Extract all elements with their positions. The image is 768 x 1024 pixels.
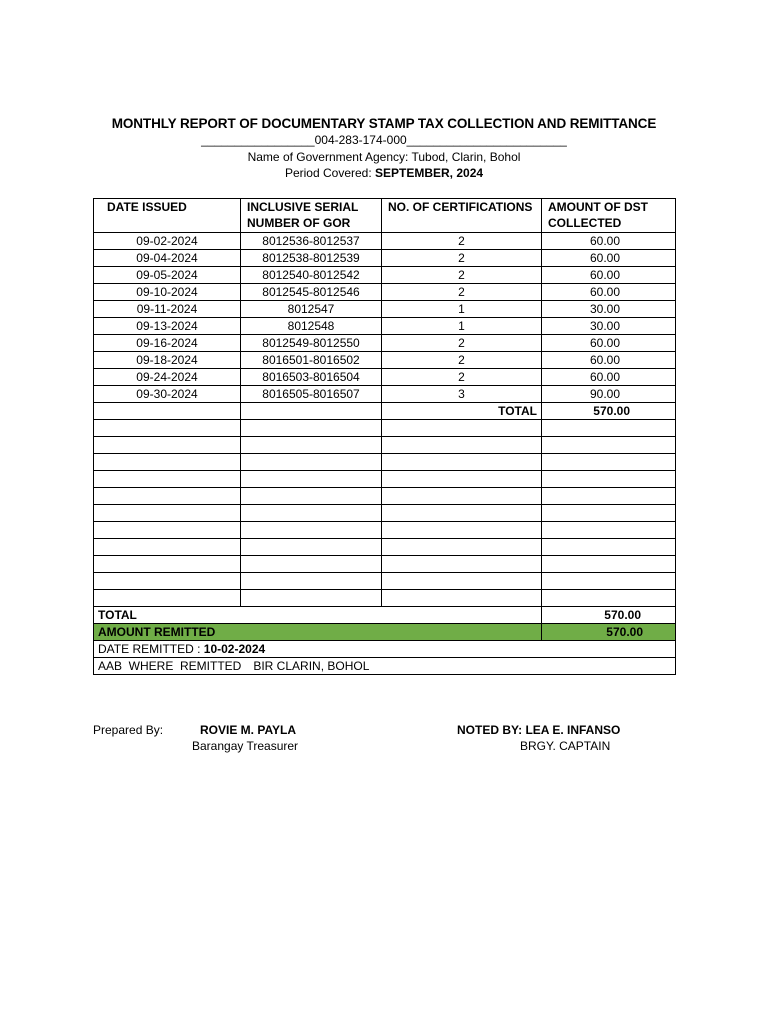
table-row [94, 352, 676, 369]
cell-serial: 8016503-8016504 [241, 369, 382, 386]
period-label: Period Covered: [284, 166, 375, 180]
cell-certs: 1 [382, 318, 542, 335]
agency-line: Name of Government Agency: Tubod, Clarin, Bohol [247, 149, 521, 164]
total-row [94, 607, 676, 624]
noted-by-name: NOTED BY: LEA E. INFANSO [457, 723, 621, 737]
date-remitted-row [94, 641, 676, 658]
cell-amount: 60.00 [542, 352, 676, 369]
empty-row [94, 488, 676, 505]
table-row [94, 233, 676, 250]
table-header-row [94, 199, 676, 233]
prepared-by-title: Barangay Treasurer [192, 739, 299, 753]
table-row [94, 267, 676, 284]
amount-remitted-row [94, 624, 676, 641]
cell-certs: 2 [382, 284, 542, 301]
empty-row [94, 539, 676, 556]
cell-certs: 3 [382, 386, 542, 403]
remitted-label: AMOUNT REMITTED [94, 624, 542, 641]
cell-date: 09-24-2024 [94, 369, 241, 386]
cell-serial: 8012549-8012550 [241, 335, 382, 352]
cell-serial: 8012536-8012537 [241, 233, 382, 250]
cell-amount: 30.00 [542, 301, 676, 318]
cell-serial: 8012540-8012542 [241, 267, 382, 284]
cell-serial: 8016505-8016507 [241, 386, 382, 403]
table-row [94, 301, 676, 318]
cell-serial: 8012545-8012546 [241, 284, 382, 301]
cell-certs: 2 [382, 267, 542, 284]
cell-date: 09-18-2024 [94, 352, 241, 369]
subtotal-row [94, 403, 676, 420]
empty-row [94, 590, 676, 607]
report-title: MONTHLY REPORT OF DOCUMENTARY STAMP TAX COLLECTION AND REMITTANCE [111, 116, 657, 131]
empty-row [94, 420, 676, 437]
date-remitted-cell [94, 641, 676, 658]
empty-row [94, 556, 676, 573]
aab-label: AAB WHERE REMITTED [98, 659, 242, 673]
col-header-date: DATE ISSUED [94, 199, 241, 233]
cell-amount: 90.00 [542, 386, 676, 403]
period-value: SEPTEMBER, 2024 [375, 166, 484, 180]
dst-table [93, 198, 676, 675]
total-label: TOTAL [94, 607, 542, 624]
cell-amount: 60.00 [542, 250, 676, 267]
aab-row [94, 658, 676, 675]
noted-by-title: BRGY. CAPTAIN [520, 739, 611, 753]
cell-date: 09-05-2024 [94, 267, 241, 284]
cell-date: 09-10-2024 [94, 284, 241, 301]
empty-row [94, 454, 676, 471]
empty-row [94, 471, 676, 488]
prepared-by-label: Prepared By: [93, 723, 164, 737]
cell-serial: 8016501-8016502 [241, 352, 382, 369]
cell-certs: 2 [382, 250, 542, 267]
cell-date: 09-30-2024 [94, 386, 241, 403]
col-header-serial: INCLUSIVE SERIAL NUMBER OF GOR [241, 199, 382, 233]
table-row [94, 250, 676, 267]
cell-amount: 60.00 [542, 369, 676, 386]
aab-value: BIR CLARIN, BOHOL [253, 659, 370, 673]
table-row [94, 318, 676, 335]
cell-date: 09-02-2024 [94, 233, 241, 250]
cell-amount: 60.00 [542, 335, 676, 352]
table-row [94, 284, 676, 301]
cell-certs: 1 [382, 301, 542, 318]
cell-certs: 2 [382, 335, 542, 352]
prepared-by-name: ROVIE M. PAYLA [200, 723, 297, 737]
period-line [0, 165, 768, 182]
empty-row [94, 573, 676, 590]
col-header-amount: AMOUNT OF DST COLLECTED [542, 199, 676, 233]
cell-amount: 60.00 [542, 284, 676, 301]
date-remitted-label: DATE REMITTED : [98, 642, 204, 656]
cell-date: 09-11-2024 [94, 301, 241, 318]
tin-line: _________________004-283-174-000________________________ [201, 133, 567, 147]
cell-amount: 60.00 [542, 233, 676, 250]
total-value: 570.00 [542, 607, 676, 624]
cell-amount: 30.00 [542, 318, 676, 335]
report-header [0, 115, 768, 182]
table-row [94, 369, 676, 386]
cell-amount: 60.00 [542, 267, 676, 284]
aab-cell [94, 658, 676, 675]
cell-serial: 8012547 [241, 301, 382, 318]
table-row [94, 335, 676, 352]
cell-certs: 2 [382, 352, 542, 369]
date-remitted-value: 10-02-2024 [203, 642, 266, 656]
col-header-certs: NO. OF CERTIFICATIONS [382, 199, 542, 233]
cell-serial: 8012538-8012539 [241, 250, 382, 267]
cell-date: 09-04-2024 [94, 250, 241, 267]
empty-row [94, 437, 676, 454]
subtotal-value: 570.00 [542, 403, 676, 420]
remitted-value: 570.00 [542, 624, 676, 641]
cell-date: 09-13-2024 [94, 318, 241, 335]
cell-certs: 2 [382, 233, 542, 250]
subtotal-label: TOTAL [382, 403, 542, 420]
cell-serial: 8012548 [241, 318, 382, 335]
cell-certs: 2 [382, 369, 542, 386]
empty-row [94, 505, 676, 522]
table-row [94, 386, 676, 403]
empty-row [94, 522, 676, 539]
cell-date: 09-16-2024 [94, 335, 241, 352]
